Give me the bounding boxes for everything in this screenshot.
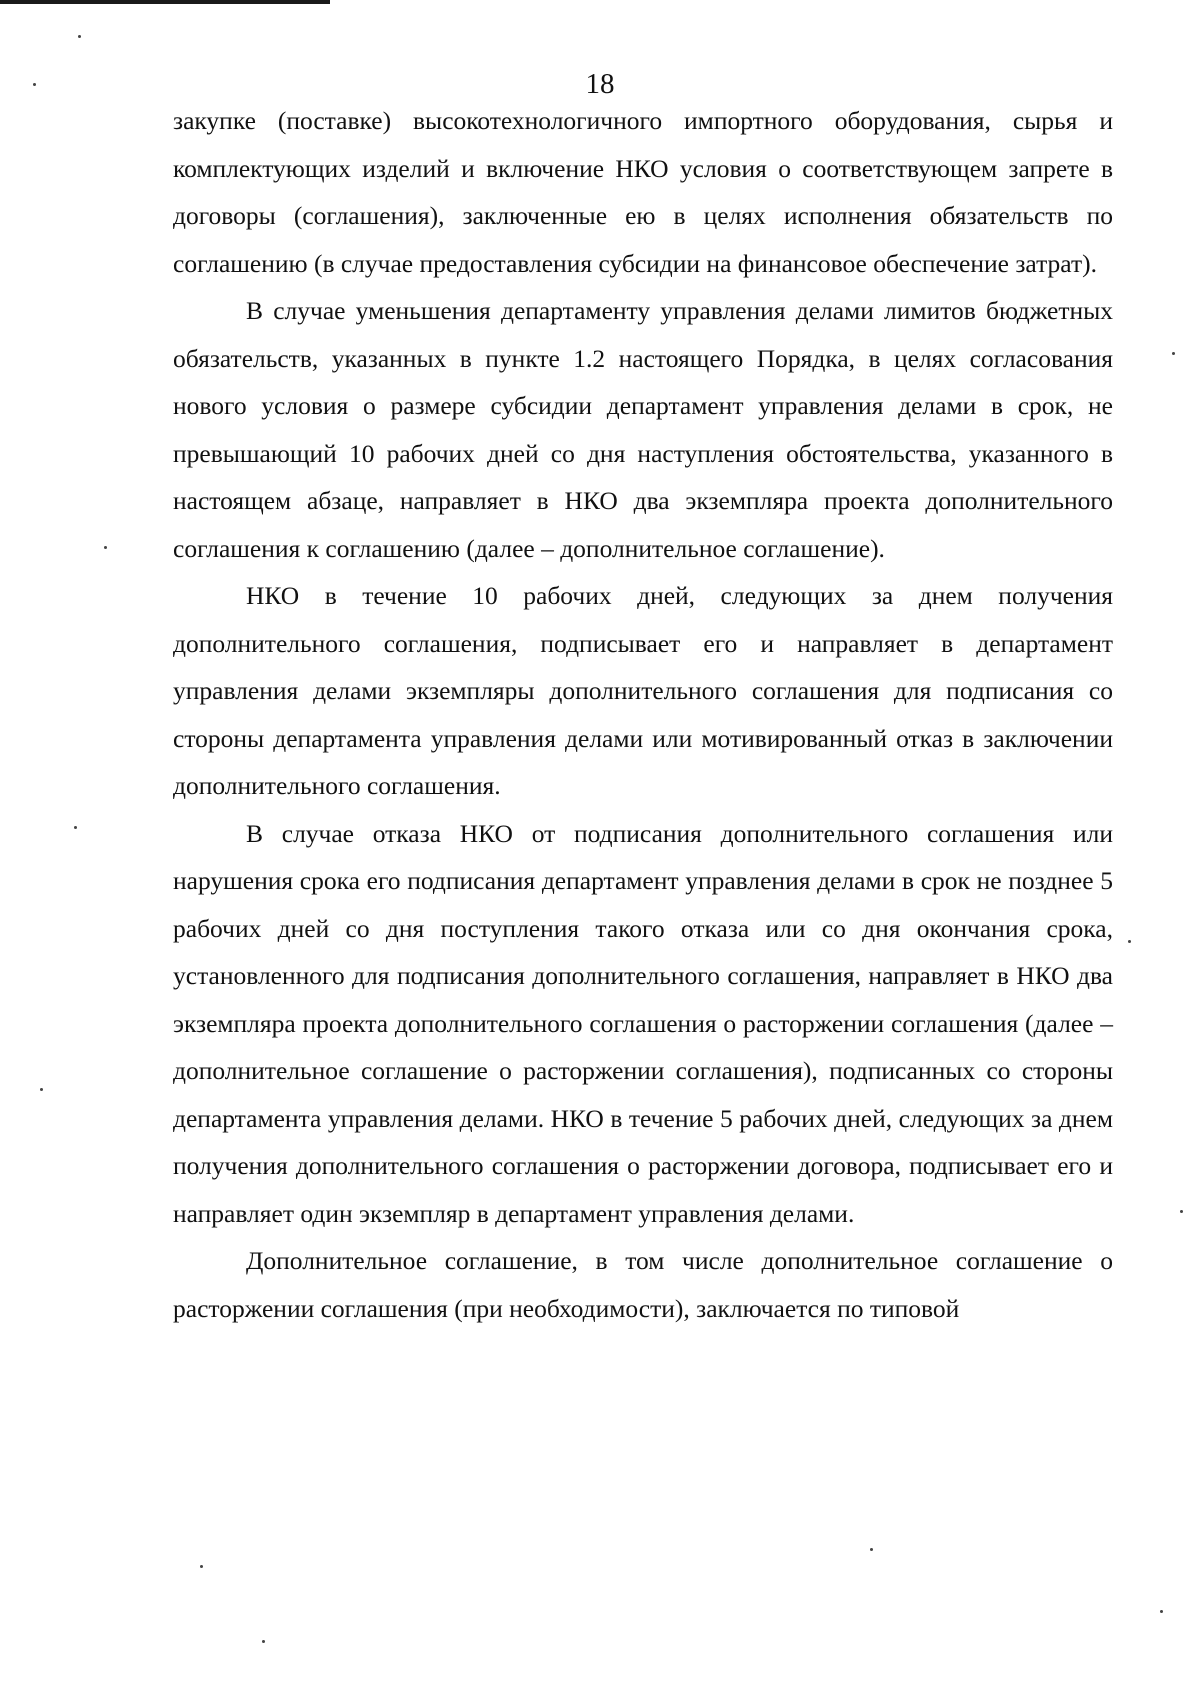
- paragraph-5: Дополнительное соглашение, в том числе дополнительное соглашение о расторжении соглашения (при необходимости), заключается по типовой: [173, 1246, 1113, 1323]
- scan-speck: [1128, 940, 1131, 943]
- scan-speck: [40, 1088, 43, 1091]
- scan-speck: [870, 1548, 873, 1551]
- scan-speck: [33, 83, 36, 86]
- paragraph-2: В случае уменьшения департаменту управления делами лимитов бюджетных обязательств, указанных в пункте 1.2 настоящего Порядка, в целях согласования нового условия о размере субсидии департамент управления делами в срок, не превышающий 10 рабочих дней со дня наступления обстоятельства, указанного в настоящем абзаце, направляет в НКО два экземпляра проекта дополнительного соглашения к соглашению (далее – дополнительное соглашение).: [173, 296, 1113, 563]
- paragraph-3: НКО в течение 10 рабочих дней, следующих за днем получения дополнительного соглашения, подписывает его и направляет в департамент управления делами экземпляры дополнительного соглашения для подписания со стороны департамента управления делами или мотивированный отказ в заключении дополнительного соглашения.: [173, 581, 1113, 800]
- paragraph-4: В случае отказа НКО от подписания дополнительного соглашения или нарушения срока его подписания департамент управления делами в срок не позднее 5 рабочих дней со дня поступления такого отказа или со дня окончания срока, установленного для подписания дополнительного соглашения, направляет в НКО два экземпляра проекта дополнительного соглашения о расторжении соглашения (далее – дополнительное соглашение о расторжении соглашения), подписанных со стороны департамента управления делами. НКО в течение 5 рабочих дней, следующих за днем получения дополнительного соглашения о расторжении договора, подписывает его и направляет один экземпляр в департамент управления делами.: [173, 818, 1113, 1228]
- scan-speck: [74, 826, 77, 829]
- scan-speck: [262, 1640, 265, 1643]
- scan-speck: [1180, 1210, 1183, 1213]
- document-body: [173, 97, 1113, 1332]
- scan-speck: [1172, 352, 1175, 355]
- scan-speck: [78, 35, 81, 38]
- page-number: 18: [585, 68, 615, 100]
- scan-speck: [1160, 1610, 1163, 1613]
- scan-border-artifact: [0, 0, 330, 4]
- paragraph-1: закупке (поставке) высокотехнологичного импортного оборудования, сырья и комплектующих изделий и включение НКО условия о соответствующем запрете в договоры (соглашения), заключенные ею в целях исполнения обязательств по соглашению (в случае предоставления субсидии на финансовое обеспечение затрат).: [173, 106, 1113, 278]
- scan-speck: [200, 1565, 203, 1568]
- scan-speck: [104, 546, 107, 549]
